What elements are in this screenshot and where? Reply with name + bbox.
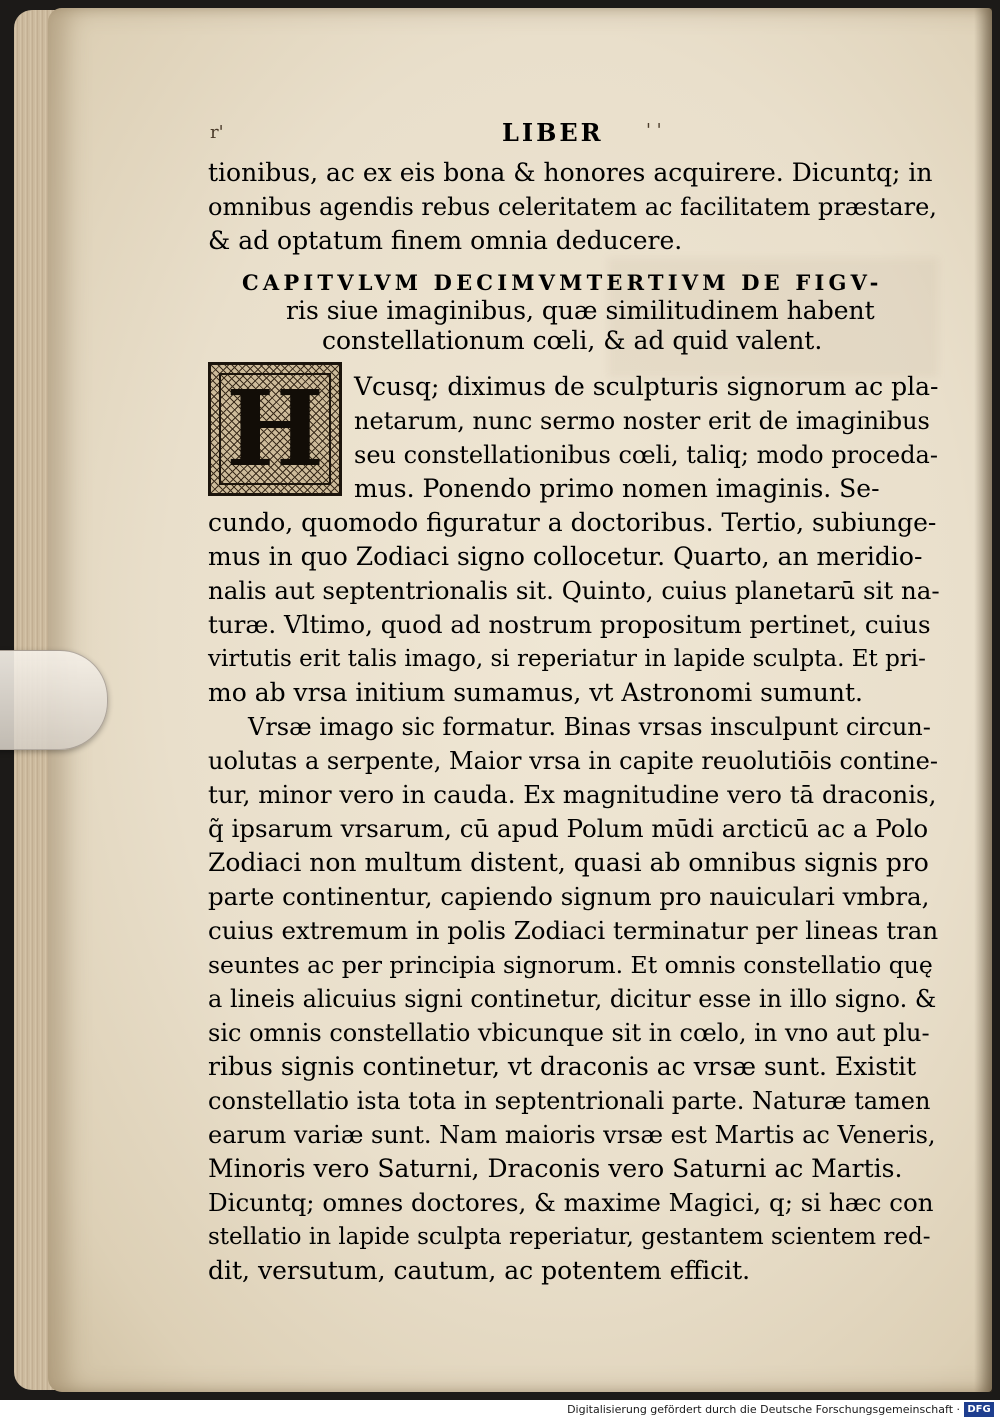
initial-letter: H <box>225 367 325 490</box>
text-line: ribus signis continetur, vt draconis ac vrsæ sunt. Existit <box>208 1052 917 1081</box>
running-head-marks-left: r' <box>210 122 224 143</box>
text-line: q̃ ipsarum vrsarum, cū apud Polum mūdi arcticū ac a Polo <box>208 814 929 843</box>
text-line: Zodiaci non multum distent, quasi ab omnibus signis pro <box>208 848 929 877</box>
chapter-heading-line: constellationum cœli, & ad quid valent. <box>322 326 823 355</box>
text-line: cundo, quomodo figuratur a doctoribus. Tertio, subiunge- <box>208 508 937 537</box>
dfg-logo: DFG <box>964 1402 994 1417</box>
footer-credit: Digitalisierung gefördert durch die Deutsche Forschungsgemeinschaft · <box>567 1403 960 1416</box>
text-line: mo ab vrsa initium sumamus, vt Astronomi sumunt. <box>208 678 863 707</box>
text-line: parte continentur, capiendo signum pro nauiculari vmbra, <box>208 882 930 911</box>
text-line: Vcusq; diximus de sculpturis signorum ac pla- <box>354 372 939 401</box>
decorated-initial <box>208 362 342 496</box>
text-line: stellatio in lapide sculpta reperiatur, gestantem scientem red- <box>208 1224 931 1250</box>
text-line: uolutas a serpente, Maior vrsa in capite reuolutiōis contine- <box>208 747 938 775</box>
text-line: seuntes ac per principia signorum. Et omnis constellatio quę <box>208 951 933 979</box>
text-line: netarum, nunc sermo noster erit de imaginibus <box>354 407 930 435</box>
chapter-heading-line: ris siue imaginibus, quæ similitudinem habent <box>286 296 875 325</box>
gutter-shadow <box>974 8 992 1392</box>
text-line: constellatio ista tota in septentrionali parte. Naturæ tamen <box>208 1087 931 1115</box>
text-line: turæ. Vltimo, quod ad nostrum propositum pertinet, cuius <box>208 610 931 639</box>
text-line: earum variæ sunt. Nam maioris vrsæ est Martis ac Veneris, <box>208 1121 936 1149</box>
text-line: sic omnis constellatio vbicunque sit in cœlo, in vno aut plu- <box>208 1019 930 1047</box>
text-line: virtutis erit talis imago, si reperiatur in lapide sculpta. Et pri- <box>208 646 926 672</box>
text-line: nalis aut septentrionalis sit. Quinto, cuius planetarū sit na- <box>208 576 940 605</box>
text-line: seu constellationibus cœli, taliq; modo proceda- <box>354 441 938 469</box>
text-line: mus in quo Zodiaci signo collocetur. Quarto, an meridio- <box>208 542 923 571</box>
digitization-footer <box>0 1400 1000 1420</box>
text-line: cuius extremum in polis Zodiaci terminatur per lineas tran <box>208 916 939 945</box>
text-line: & ad optatum finem omnia deducere. <box>208 226 683 255</box>
text-line: omnibus agendis rebus celeritatem ac facilitatem præstare, <box>208 193 937 221</box>
running-head-marks-right: ' ' <box>646 120 662 141</box>
text-line: Dicuntq; omnes doctores, & maxime Magici, q; si hæc con <box>208 1188 934 1217</box>
chapter-heading-line: CAPITVLVM DECIMVMTERTIVM DE FIGV- <box>242 270 883 295</box>
text-line: a lineis alicuius signi continetur, dicitur esse in illo signo. & <box>208 985 937 1013</box>
running-head-title: LIBER <box>502 118 604 147</box>
page-clip <box>0 650 108 750</box>
text-line: tur, minor vero in cauda. Ex magnitudine vero tā draconis, <box>208 780 937 809</box>
text-line: Minoris vero Saturni, Draconis vero Saturni ac Martis. <box>208 1154 903 1183</box>
text-line: mus. Ponendo primo nomen imaginis. Se- <box>354 474 880 503</box>
running-head <box>210 118 700 150</box>
text-line: dit, versutum, cautum, ac potentem efficit. <box>208 1256 751 1285</box>
text-line: Vrsæ imago sic formatur. Binas vrsas insculpunt circun- <box>248 713 931 741</box>
text-line: tionibus, ac ex eis bona & honores acquirere. Dicuntq; in <box>208 158 933 187</box>
